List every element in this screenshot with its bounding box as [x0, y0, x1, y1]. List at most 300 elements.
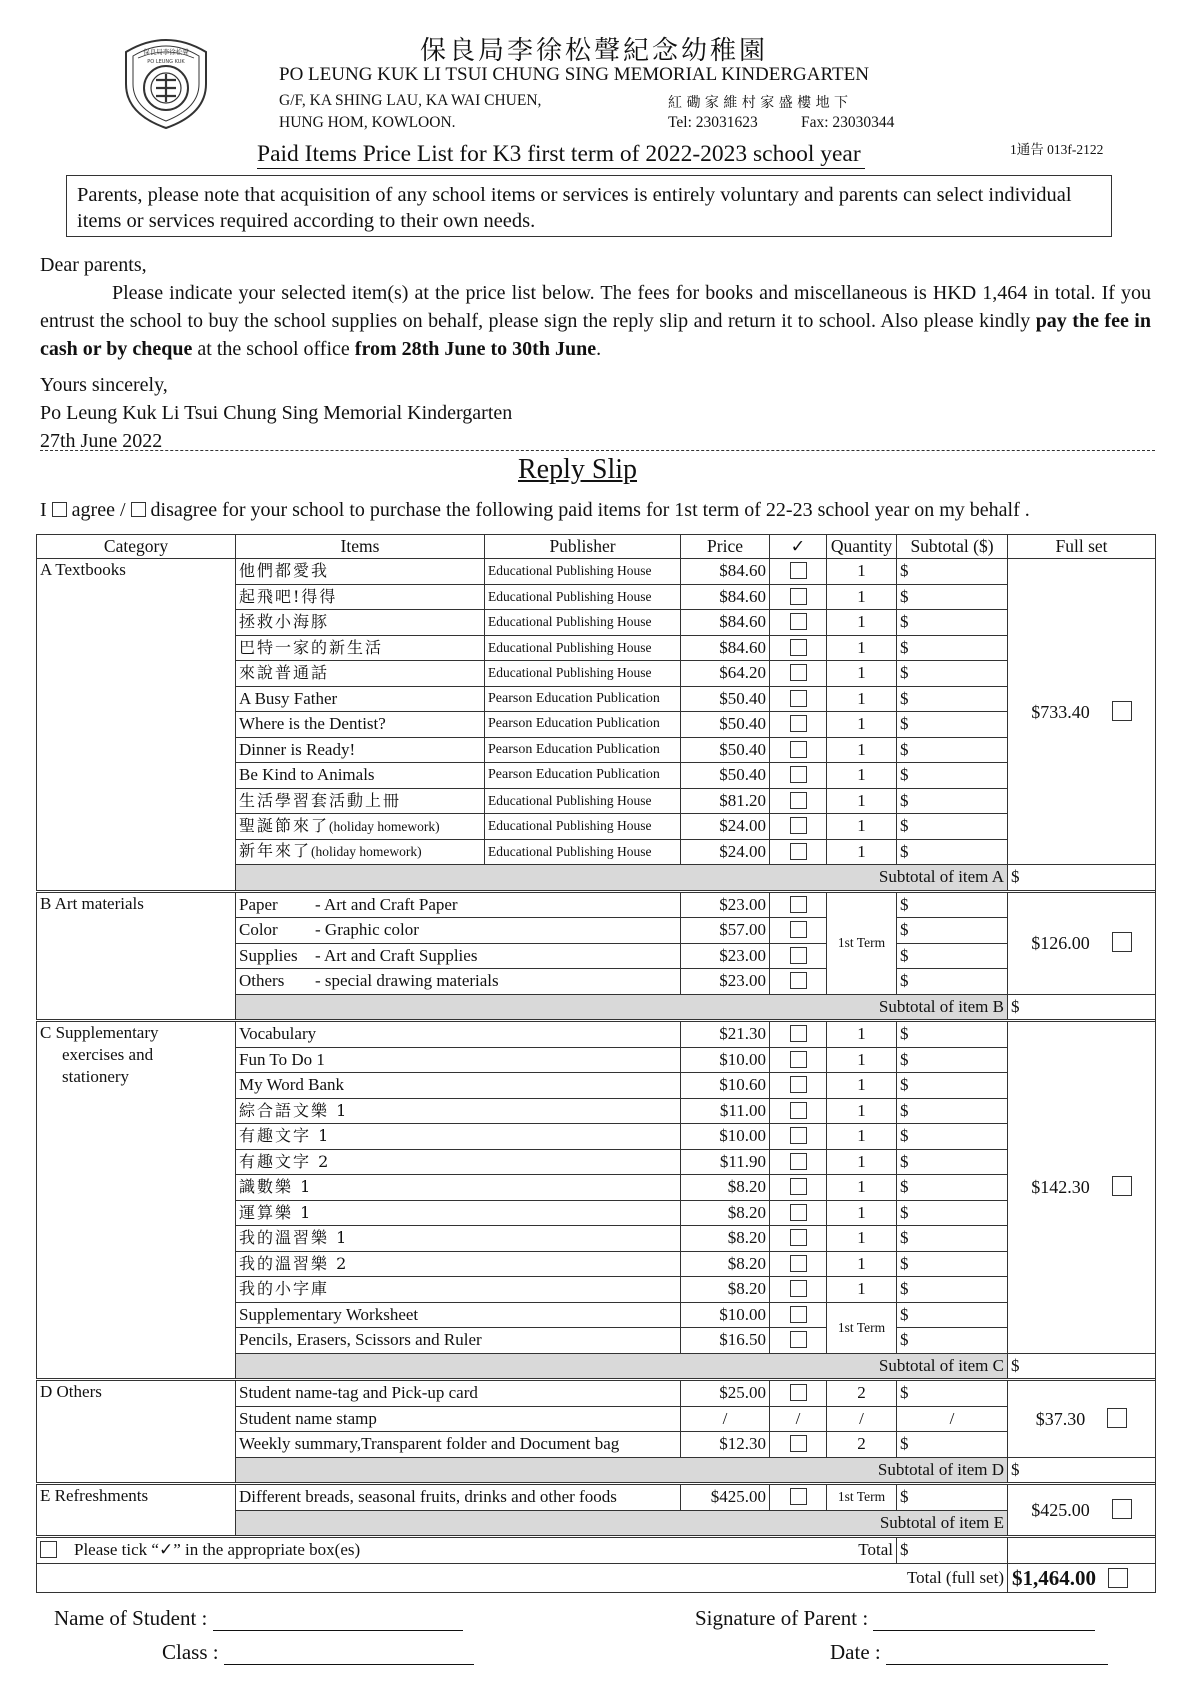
full-set-price: $425.00 — [1031, 1500, 1090, 1520]
price: $24.00 — [681, 839, 770, 865]
notice-reference: 1通告 013f-2122 — [1010, 142, 1104, 157]
subtotal: $ — [897, 1047, 1008, 1073]
check-cell — [770, 661, 827, 687]
subtotal: $ — [897, 1328, 1008, 1354]
price: $23.00 — [681, 943, 770, 969]
item-checkbox[interactable] — [790, 715, 807, 732]
check-cell — [770, 1432, 827, 1458]
item-name — [236, 712, 485, 738]
item-checkbox[interactable] — [790, 1102, 807, 1119]
quantity: 1 — [827, 1277, 897, 1303]
quantity: 1 — [827, 1175, 897, 1201]
quantity: 2 — [827, 1432, 897, 1458]
full-set-price: $126.00 — [1031, 933, 1090, 953]
item-type: Supplies — [239, 945, 298, 965]
reply-slip-title: Reply Slip — [518, 454, 638, 485]
item-checkbox[interactable] — [790, 972, 807, 989]
subtotal: $ — [897, 969, 1008, 995]
price: $10.60 — [681, 1073, 770, 1099]
item-checkbox[interactable] — [790, 690, 807, 707]
publisher: Educational Publishing House — [485, 584, 681, 610]
svg-text:保良局李徐松聲: 保良局李徐松聲 — [143, 48, 189, 56]
subtotal: $ — [897, 584, 1008, 610]
item-checkbox[interactable] — [790, 1331, 807, 1348]
item-name — [236, 559, 485, 585]
check-cell — [770, 610, 827, 636]
item-checkbox[interactable] — [790, 1178, 807, 1195]
item-checkbox[interactable] — [790, 766, 807, 783]
subtotal-value: $ — [1008, 865, 1156, 892]
item-checkbox[interactable] — [790, 1435, 807, 1452]
letter-paragraph: Please indicate your selected item(s) at the price list below. The fees for books and miscellaneous is HKD 1,464 in total. If you entrust the school to buy the school supplies on behalf, please sign the reply slip and return it to school. Also please kindly pay the fee in cash or by cheque at the school office from 28th June to 30th June. — [40, 282, 1151, 360]
category-label: E Refreshments — [40, 1486, 149, 1505]
check-cell — [770, 891, 827, 918]
item-note: (holiday homework) — [311, 844, 422, 860]
item-checkbox[interactable] — [790, 1280, 807, 1297]
item-name — [236, 1124, 681, 1150]
item-checkbox[interactable] — [790, 613, 807, 630]
price: $8.20 — [681, 1175, 770, 1201]
item-title: 拯救小海豚 — [239, 612, 330, 632]
subtotal-label: Subtotal of item A — [236, 865, 1008, 892]
item-desc: Graphic color — [324, 920, 419, 940]
quantity: 1 — [827, 635, 897, 661]
price: $23.00 — [681, 969, 770, 995]
subtotal: $ — [897, 943, 1008, 969]
quantity: 1 — [827, 1021, 897, 1048]
check-cell — [770, 918, 827, 944]
item-title: 我的小字庫 — [239, 1279, 330, 1299]
item-name — [236, 1328, 681, 1354]
item-checkbox[interactable] — [790, 1488, 807, 1505]
item-checkbox[interactable] — [790, 1153, 807, 1170]
check-cell — [770, 1302, 827, 1328]
school-logo — [118, 32, 214, 130]
check-cell — [770, 1251, 827, 1277]
item-name — [236, 1432, 681, 1458]
item-checkbox[interactable] — [790, 1255, 807, 1272]
item-title: Supplementary Worksheet — [239, 1304, 419, 1324]
parent-signature-field[interactable]: Signature of Parent : — [695, 1606, 1095, 1631]
check-cell — [770, 1149, 827, 1175]
price: $57.00 — [681, 918, 770, 944]
check-cell — [770, 969, 827, 995]
subtotal: $ — [897, 1098, 1008, 1124]
subtotal: $ — [897, 559, 1008, 585]
svg-text:PO LEUNG KUK: PO LEUNG KUK — [147, 59, 185, 65]
item-name — [236, 1098, 681, 1124]
page-title: Paid Items Price List for K3 first term of 2022-2023 school year — [257, 140, 865, 169]
check-cell — [770, 1098, 827, 1124]
publisher: Pearson Education Publication — [485, 686, 681, 712]
item-checkbox[interactable] — [790, 1076, 807, 1093]
item-title: Student name-tag and Pick-up card — [239, 1383, 478, 1403]
telephone: Tel: 23031623 — [668, 114, 758, 131]
price: $8.20 — [681, 1226, 770, 1252]
item-title: Be Kind to Animals — [239, 765, 375, 785]
subtotal-label: Subtotal of item C — [236, 1353, 1008, 1380]
table-row — [37, 1380, 1156, 1407]
item-name — [236, 1406, 681, 1432]
quantity: 1 — [827, 839, 897, 865]
cut-line — [40, 450, 1155, 451]
subtotal: $ — [897, 1200, 1008, 1226]
subtotal-label: Subtotal of item E — [236, 1510, 1008, 1537]
price: $425.00 — [681, 1484, 770, 1511]
item-title: Vocabulary — [239, 1024, 317, 1044]
full-set-total-checkbox[interactable] — [1108, 1568, 1128, 1588]
publisher: Educational Publishing House — [485, 839, 681, 865]
check-cell — [770, 1073, 827, 1099]
subtotal: $ — [897, 788, 1008, 814]
price: $84.60 — [681, 584, 770, 610]
item-type: Color — [239, 920, 278, 940]
item-title: 來說普通話 — [239, 663, 330, 683]
publisher: Educational Publishing House — [485, 635, 681, 661]
check-cell — [770, 1124, 827, 1150]
item-checkbox[interactable] — [790, 947, 807, 964]
quantity: 1 — [827, 1200, 897, 1226]
full-set-price: $142.30 — [1031, 1177, 1090, 1198]
item-checkbox[interactable] — [790, 792, 807, 809]
quantity: 1 — [827, 686, 897, 712]
quantity: 1st Term — [827, 891, 897, 994]
check-cell: / — [770, 1406, 827, 1432]
item-title: 識數樂 1 — [239, 1177, 313, 1197]
item-checkbox[interactable] — [790, 1127, 807, 1144]
tick-example-checkbox[interactable] — [40, 1541, 57, 1558]
item-checkbox[interactable] — [790, 664, 807, 681]
quantity: 1 — [827, 1124, 897, 1150]
subtotal-value: $ — [1008, 1353, 1156, 1380]
address-chinese: 紅 磡 家 維 村 家 盛 樓 地 下 — [668, 95, 849, 111]
price: $10.00 — [681, 1302, 770, 1328]
check-cell — [770, 635, 827, 661]
quantity: 1 — [827, 661, 897, 687]
check-cell — [770, 1380, 827, 1407]
price: $50.40 — [681, 763, 770, 789]
disagree-checkbox[interactable] — [131, 502, 146, 517]
item-checkbox[interactable] — [790, 1229, 807, 1246]
tick-note: Please tick “✓” in the appropriate box(es) — [74, 1540, 361, 1560]
publisher: Educational Publishing House — [485, 610, 681, 636]
item-checkbox[interactable] — [790, 1306, 807, 1323]
class-field[interactable]: Class : — [162, 1640, 474, 1665]
price: $84.60 — [681, 610, 770, 636]
full-set-checkbox[interactable] — [1112, 1499, 1132, 1519]
check-cell — [770, 584, 827, 610]
item-title: 新年來了 — [239, 841, 312, 861]
subtotal: $ — [897, 814, 1008, 840]
category-cell — [37, 891, 236, 1021]
quantity: 1 — [827, 763, 897, 789]
item-title: 我的溫習樂 1 — [239, 1228, 349, 1248]
subtotal: $ — [897, 918, 1008, 944]
category-label: C Supplementary — [40, 1023, 159, 1042]
check-cell — [770, 1484, 827, 1511]
publisher: Educational Publishing House — [485, 814, 681, 840]
item-name — [236, 918, 681, 944]
item-name — [236, 1484, 681, 1511]
item-name — [236, 814, 485, 840]
quantity: / — [827, 1406, 897, 1432]
quantity: 1 — [827, 1098, 897, 1124]
item-name — [236, 1277, 681, 1303]
subtotal-label: Subtotal of item B — [236, 994, 1008, 1021]
subtotal: $ — [897, 1124, 1008, 1150]
price: / — [681, 1406, 770, 1432]
price: $24.00 — [681, 814, 770, 840]
fax: Fax: 23030344 — [801, 114, 895, 131]
full-set-cell — [1008, 559, 1156, 865]
check-cell — [770, 839, 827, 865]
price: $50.40 — [681, 737, 770, 763]
item-name — [236, 584, 485, 610]
quantity: 1 — [827, 1047, 897, 1073]
price: $81.20 — [681, 788, 770, 814]
item-dash: - — [315, 894, 324, 914]
subtotal: $ — [897, 610, 1008, 636]
subtotal: $ — [897, 712, 1008, 738]
check-cell — [770, 1200, 827, 1226]
item-name — [236, 969, 681, 995]
subtotal: $ — [897, 763, 1008, 789]
item-name — [236, 1073, 681, 1099]
full-set-cell — [1008, 1380, 1156, 1458]
item-title: Where is the Dentist? — [239, 714, 386, 734]
item-checkbox[interactable] — [790, 1025, 807, 1042]
price: $16.50 — [681, 1328, 770, 1354]
check-cell — [770, 737, 827, 763]
item-name — [236, 839, 485, 865]
item-name — [236, 661, 485, 687]
subtotal: $ — [897, 1149, 1008, 1175]
student-name-field[interactable]: Name of Student : — [54, 1606, 463, 1631]
item-name — [236, 1047, 681, 1073]
table-row — [37, 891, 1156, 918]
price: $84.60 — [681, 559, 770, 585]
price: $23.00 — [681, 891, 770, 918]
full-set-total-cell — [1008, 1563, 1156, 1592]
item-title: 運算樂 1 — [239, 1202, 313, 1222]
item-checkbox[interactable] — [790, 562, 807, 579]
item-name — [236, 763, 485, 789]
item-name — [236, 1302, 681, 1328]
greeting: Dear parents, — [40, 254, 147, 276]
item-checkbox[interactable] — [790, 896, 807, 913]
item-name — [236, 737, 485, 763]
subtotal: $ — [897, 1251, 1008, 1277]
column-header: Publisher — [485, 535, 681, 559]
item-name — [236, 1226, 681, 1252]
subtotal: $ — [897, 1484, 1008, 1511]
item-checkbox[interactable] — [790, 1051, 807, 1068]
full-set-checkbox[interactable] — [1112, 932, 1132, 952]
check-cell — [770, 1021, 827, 1048]
full-set-checkbox[interactable] — [1112, 701, 1132, 721]
subtotal: $ — [897, 839, 1008, 865]
table-row — [37, 1021, 1156, 1048]
check-cell — [770, 1277, 827, 1303]
category-cell — [37, 1484, 236, 1537]
subtotal: $ — [897, 1277, 1008, 1303]
category-cell — [37, 559, 236, 892]
total-value: $ — [897, 1537, 1008, 1564]
quantity: 1 — [827, 737, 897, 763]
item-title: 他們都愛我 — [239, 561, 330, 581]
item-checkbox[interactable] — [790, 639, 807, 656]
check-cell — [770, 763, 827, 789]
price: $8.20 — [681, 1251, 770, 1277]
item-name — [236, 891, 681, 918]
item-name — [236, 635, 485, 661]
price: $10.00 — [681, 1047, 770, 1073]
subtotal: $ — [897, 1302, 1008, 1328]
item-name — [236, 1149, 681, 1175]
item-title: 聖誕節來了 — [239, 815, 330, 835]
quantity: 1 — [827, 1073, 897, 1099]
item-title: 我的溫習樂 2 — [239, 1253, 349, 1273]
column-header: ✓ — [770, 535, 827, 559]
check-cell — [770, 1226, 827, 1252]
item-checkbox[interactable] — [790, 843, 807, 860]
full-set-total-label: Total (full set) — [37, 1563, 1008, 1592]
item-note: (holiday homework) — [329, 818, 440, 834]
quantity: 1st Term — [827, 1302, 897, 1353]
item-desc: Art and Craft Paper — [323, 894, 458, 914]
item-name — [236, 1251, 681, 1277]
item-checkbox[interactable] — [790, 921, 807, 938]
item-type: Others — [239, 971, 285, 991]
price-table — [36, 534, 1156, 1593]
full-set-checkbox[interactable] — [1107, 1408, 1127, 1428]
price: $25.00 — [681, 1380, 770, 1407]
item-desc: Art and Craft Supplies — [323, 945, 478, 965]
item-checkbox[interactable] — [790, 1384, 807, 1401]
subtotal: $ — [897, 1432, 1008, 1458]
full-set-checkbox[interactable] — [1112, 1176, 1132, 1196]
price: $11.90 — [681, 1149, 770, 1175]
column-header: Subtotal ($) — [897, 535, 1008, 559]
item-title: My Word Bank — [239, 1075, 345, 1095]
subtotal: $ — [897, 661, 1008, 687]
category-label: A Textbooks — [40, 560, 126, 579]
subtotal-value: $ — [1008, 1457, 1156, 1484]
item-checkbox[interactable] — [790, 588, 807, 605]
publisher: Pearson Education Publication — [485, 737, 681, 763]
item-name — [236, 943, 681, 969]
column-header: Price — [681, 535, 770, 559]
item-title: Student name stamp — [239, 1408, 377, 1428]
signer: Po Leung Kuk Li Tsui Chung Sing Memorial Kindergarten — [40, 402, 513, 424]
subtotal: / — [897, 1406, 1008, 1432]
check-cell — [770, 814, 827, 840]
subtotal-label: Subtotal of item D — [236, 1457, 1008, 1484]
item-title: A Busy Father — [239, 688, 338, 708]
price: $84.60 — [681, 635, 770, 661]
price: $8.20 — [681, 1277, 770, 1303]
column-header: Category — [37, 535, 236, 559]
agreement-line: I agree / disagree for your school to purchase the following paid items for 1st term of 22-23 school year on my behalf . — [40, 499, 1030, 521]
check-cell — [770, 712, 827, 738]
publisher: Pearson Education Publication — [485, 763, 681, 789]
item-name — [236, 686, 485, 712]
quantity: 2 — [827, 1380, 897, 1407]
quantity: 1 — [827, 1149, 897, 1175]
category-label: exercises and — [62, 1045, 154, 1064]
table-header-row — [37, 535, 1156, 559]
category-cell — [37, 1380, 236, 1484]
item-title: 巴特一家的新生活 — [239, 637, 384, 657]
address-line-1: G/F, KA SHING LAU, KA WAI CHUEN, — [279, 92, 542, 109]
item-name — [236, 1175, 681, 1201]
item-title: 有趣文字 2 — [239, 1151, 331, 1171]
item-desc: special drawing materials — [324, 971, 499, 991]
school-name-english: PO LEUNG KUK LI TSUI CHUNG SING MEMORIAL KINDERGARTEN — [279, 64, 869, 85]
quantity: 1 — [827, 610, 897, 636]
subtotal-value: $ — [1008, 994, 1156, 1021]
subtotal: $ — [897, 686, 1008, 712]
full-set-total: $1,464.00 — [1012, 1565, 1096, 1590]
subtotal: $ — [897, 1021, 1008, 1048]
column-header: Full set — [1008, 535, 1156, 559]
category-label: D Others — [40, 1382, 102, 1401]
category-label: B Art materials — [40, 893, 144, 913]
item-name — [236, 1200, 681, 1226]
price: $21.30 — [681, 1021, 770, 1048]
check-cell — [770, 686, 827, 712]
school-name-chinese: 保良局李徐松聲紀念幼稚園 — [420, 36, 769, 66]
full-set-cell — [1008, 1484, 1156, 1537]
tick-note-row — [37, 1537, 1156, 1564]
agree-checkbox[interactable] — [52, 502, 67, 517]
check-cell — [770, 1175, 827, 1201]
publisher: Pearson Education Publication — [485, 712, 681, 738]
subtotal: $ — [897, 1175, 1008, 1201]
check-cell — [770, 943, 827, 969]
publisher: Educational Publishing House — [485, 788, 681, 814]
closing: Yours sincerely, — [40, 374, 168, 396]
price: $8.20 — [681, 1200, 770, 1226]
table-row — [37, 1484, 1156, 1511]
address-line-2: HUNG HOM, KOWLOON. — [279, 114, 456, 131]
category-cell — [37, 1021, 236, 1380]
letter-body — [40, 251, 1151, 455]
subtotal: $ — [897, 1073, 1008, 1099]
price: $11.00 — [681, 1098, 770, 1124]
price: $50.40 — [681, 712, 770, 738]
price: $64.20 — [681, 661, 770, 687]
full-set-price: $37.30 — [1035, 1408, 1086, 1429]
item-checkbox[interactable] — [790, 1204, 807, 1221]
subtotal: $ — [897, 737, 1008, 763]
check-cell — [770, 788, 827, 814]
date-field[interactable]: Date : — [830, 1640, 1108, 1665]
subtotal: $ — [897, 635, 1008, 661]
item-title: Pencils, Erasers, Scissors and Ruler — [239, 1330, 482, 1350]
item-checkbox[interactable] — [790, 817, 807, 834]
quantity: 1 — [827, 1226, 897, 1252]
subtotal: $ — [897, 1226, 1008, 1252]
item-checkbox[interactable] — [790, 741, 807, 758]
item-name — [236, 1380, 681, 1407]
item-type: Paper — [239, 894, 278, 914]
publisher: Educational Publishing House — [485, 559, 681, 585]
full-set-cell — [1008, 1021, 1156, 1354]
check-cell — [770, 1328, 827, 1354]
item-title: 有趣文字 1 — [239, 1126, 331, 1146]
quantity: 1 — [827, 788, 897, 814]
